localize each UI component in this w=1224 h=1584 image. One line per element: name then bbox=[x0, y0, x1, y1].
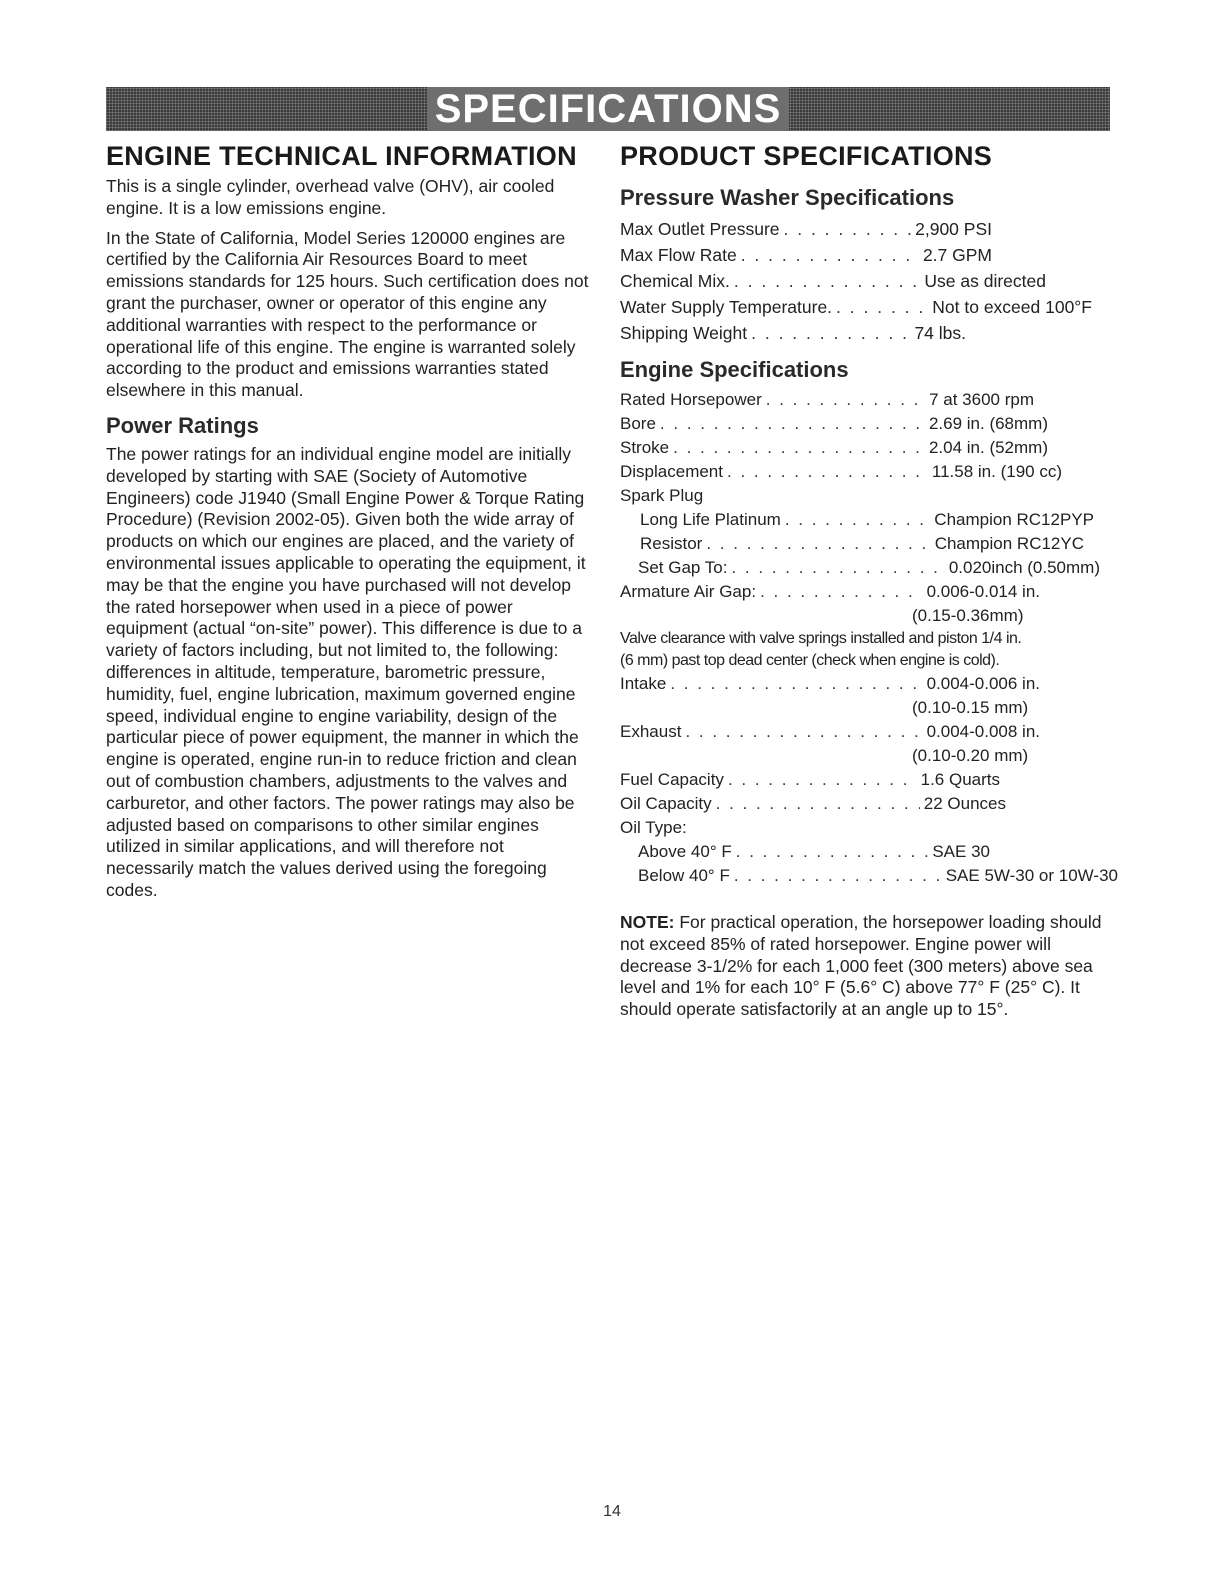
spec-label: Above 40° F bbox=[638, 842, 732, 861]
dot-leader bbox=[727, 460, 928, 484]
engine-technical-column bbox=[106, 140, 594, 910]
power-ratings-paragraph: The power ratings for an individual engine model are initially developed by starting with SAE (Society of Automotive Engineers) code J1940 (Small Engine Power & Torque Rating Procedure) (Revision 2002-05). Given both the wide array of products on which our engines are placed, and the variety of environmental issues applicable to operating the equipment, it may be that the engine you have purchased will not develop the rated horsepower when used in a piece of power equipment (actual “on-site” power). This difference is due to a variety of factors including, but not limited to, the following: differences in altitude, temperature, barometric pressure, humidity, fuel, engine lubrication, maximum governed engine speed, individual engine to engine variability, design of the particular piece of power equipment, the manner in which the engine is operated, engine run-in to reduce friction and clean out of combustion chambers, adjustments to the valves and carburetor, and other factors. The power ratings may also be adjusted based on comparisons to other similar engines utilized in similar applications, and will therefore not necessarily match the values derived using the foregoing codes. bbox=[106, 443, 586, 900]
spec-label: Displacement bbox=[620, 462, 723, 481]
spec-row-chemical-mix bbox=[620, 268, 1046, 294]
spec-row-armature-air-gap bbox=[620, 580, 1040, 604]
spec-value: Champion RC12YC bbox=[934, 534, 1084, 553]
banner-title: SPECIFICATIONS bbox=[427, 87, 790, 131]
spec-label: Exhaust bbox=[620, 722, 682, 741]
dot-leader bbox=[736, 840, 929, 864]
spec-value: 22 Ounces bbox=[923, 794, 1006, 813]
spec-value: SAE 5W-30 or 10W-30 bbox=[945, 866, 1118, 885]
pressure-washer-spec-list bbox=[620, 216, 1092, 346]
spec-label: Stroke bbox=[620, 438, 670, 457]
spec-row-stroke bbox=[620, 436, 1048, 460]
spec-row-above-40f bbox=[620, 840, 990, 864]
valve-clearance-note-line-2: (6 mm) past top dead center (check when engine is cold). bbox=[620, 652, 1000, 669]
spec-value: SAE 30 bbox=[932, 842, 990, 861]
california-certification-paragraph: In the State of California, Model Series 120000 engines are certified by the California Air Resources Board to meet emissions standards for 125 hours. Such certification does not grant the purchaser, owner or operator of this engine any additional warranties with respect to the performance or operational life of this engine. The engine is warranted solely according to the product and emissions warranties stated elsewhere in this manual. bbox=[106, 227, 589, 401]
dot-leader bbox=[706, 532, 930, 556]
dot-leader bbox=[660, 412, 925, 436]
engine-spec-list bbox=[620, 388, 1118, 888]
dot-leader bbox=[734, 864, 942, 888]
spec-label: Max Flow Rate bbox=[620, 245, 737, 265]
spec-row-max-flow-rate bbox=[620, 242, 992, 268]
note-label: NOTE: bbox=[620, 912, 675, 932]
page-number: 14 bbox=[603, 1503, 621, 1520]
spec-label: Chemical Mix. bbox=[620, 271, 730, 291]
dot-leader bbox=[670, 672, 922, 696]
spec-value: 1.6 Quarts bbox=[920, 770, 1000, 789]
dot-leader bbox=[728, 768, 917, 792]
spec-label: Resistor bbox=[640, 534, 703, 553]
spec-row-bore bbox=[620, 412, 1048, 436]
dot-leader bbox=[766, 388, 925, 412]
spec-row-rated-horsepower bbox=[620, 388, 1034, 412]
valve-clearance-note-line-1: Valve clearance with valve springs installed and piston 1/4 in. bbox=[620, 630, 1022, 647]
spec-value: 11.58 in. (190 cc) bbox=[931, 462, 1062, 481]
exhaust-metric-value: (0.10-0.20 mm) bbox=[912, 746, 1029, 765]
spec-label: Fuel Capacity bbox=[620, 770, 724, 789]
dot-leader bbox=[685, 720, 922, 744]
specifications-banner bbox=[106, 87, 1110, 131]
spec-label: Water Supply Temperature. bbox=[620, 297, 833, 317]
pressure-washer-specs-heading: Pressure Washer Specifications bbox=[620, 185, 955, 210]
spec-row-oil-capacity bbox=[620, 792, 1006, 816]
spec-value: 0.004-0.008 in. bbox=[926, 722, 1040, 741]
dot-leader bbox=[741, 242, 919, 268]
spec-value: 2,900 PSI bbox=[915, 219, 992, 239]
horsepower-note bbox=[620, 912, 1114, 1021]
dot-leader bbox=[836, 294, 928, 320]
spec-row-water-supply-temperature bbox=[620, 294, 1092, 320]
spec-label: Max Outlet Pressure bbox=[620, 219, 780, 239]
dot-leader bbox=[760, 580, 923, 604]
dot-leader bbox=[716, 792, 920, 816]
spec-row-intake bbox=[620, 672, 1040, 696]
spec-row-fuel-capacity bbox=[620, 768, 1000, 792]
spec-value: 7 at 3600 rpm bbox=[929, 390, 1034, 409]
spec-label: Bore bbox=[620, 414, 656, 433]
spec-row-long-life-platinum bbox=[620, 508, 1094, 532]
engine-technical-heading: ENGINE TECHNICAL INFORMATION bbox=[106, 141, 577, 171]
spec-label: Shipping Weight bbox=[620, 323, 748, 343]
spec-label: Set Gap To: bbox=[638, 558, 728, 577]
spec-label: Long Life Platinum bbox=[640, 510, 781, 529]
product-specifications-column bbox=[620, 140, 1118, 1021]
note-text: For practical operation, the horsepower loading should not exceed 85% of rated horsepower. Engine power will decrease 3-1/2% for each 1,000 feet (300 meters) above sea level and 1% for each 10° F (5.6° C) above 77° F (25° C). It should operate satisfactorily at an angle up to 15°. bbox=[620, 912, 1102, 1020]
engine-intro-paragraph: This is a single cylinder, overhead valve (OHV), air cooled engine. It is a low emissions engine. bbox=[106, 176, 555, 218]
spec-row-resistor bbox=[620, 532, 1084, 556]
spec-value: Champion RC12PYP bbox=[934, 510, 1094, 529]
spec-label: Intake bbox=[620, 674, 667, 693]
product-specifications-heading: PRODUCT SPECIFICATIONS bbox=[620, 141, 993, 171]
oil-type-label: Oil Type: bbox=[620, 818, 687, 837]
dot-leader bbox=[784, 216, 912, 242]
spec-value: Not to exceed 100°F bbox=[932, 297, 1092, 317]
spark-plug-label: Spark Plug bbox=[620, 486, 704, 505]
spec-value: 0.006-0.014 in. bbox=[926, 582, 1040, 601]
spec-value: 2.69 in. (68mm) bbox=[928, 414, 1048, 433]
spec-value: 2.7 GPM bbox=[922, 245, 992, 265]
spec-row-below-40f bbox=[620, 864, 1118, 888]
dot-leader bbox=[751, 320, 910, 346]
power-ratings-heading: Power Ratings bbox=[106, 412, 259, 438]
spec-value: 2.04 in. (52mm) bbox=[928, 438, 1048, 457]
spec-label: Below 40° F bbox=[638, 866, 730, 885]
dot-leader bbox=[734, 268, 921, 294]
spec-row-shipping-weight bbox=[620, 320, 966, 346]
spec-value: 0.020inch (0.50mm) bbox=[948, 558, 1100, 577]
dot-leader bbox=[785, 508, 930, 532]
spec-row-max-outlet-pressure bbox=[620, 216, 992, 242]
armature-metric-value: (0.15-0.36mm) bbox=[912, 606, 1024, 625]
spec-value: Use as directed bbox=[924, 271, 1046, 291]
spec-row-displacement bbox=[620, 460, 1062, 484]
intake-metric-value: (0.10-0.15 mm) bbox=[912, 698, 1029, 717]
spec-value: 74 lbs. bbox=[914, 323, 966, 343]
dot-leader bbox=[731, 556, 944, 580]
dot-leader bbox=[673, 436, 925, 460]
spec-label: Armature Air Gap: bbox=[620, 582, 757, 601]
spec-value: 0.004-0.006 in. bbox=[926, 674, 1040, 693]
spec-row-set-gap bbox=[620, 556, 1100, 580]
engine-specs-heading: Engine Specifications bbox=[620, 357, 849, 382]
spec-label: Rated Horsepower bbox=[620, 390, 762, 409]
spec-row-exhaust bbox=[620, 720, 1040, 744]
spec-label: Oil Capacity bbox=[620, 794, 712, 813]
